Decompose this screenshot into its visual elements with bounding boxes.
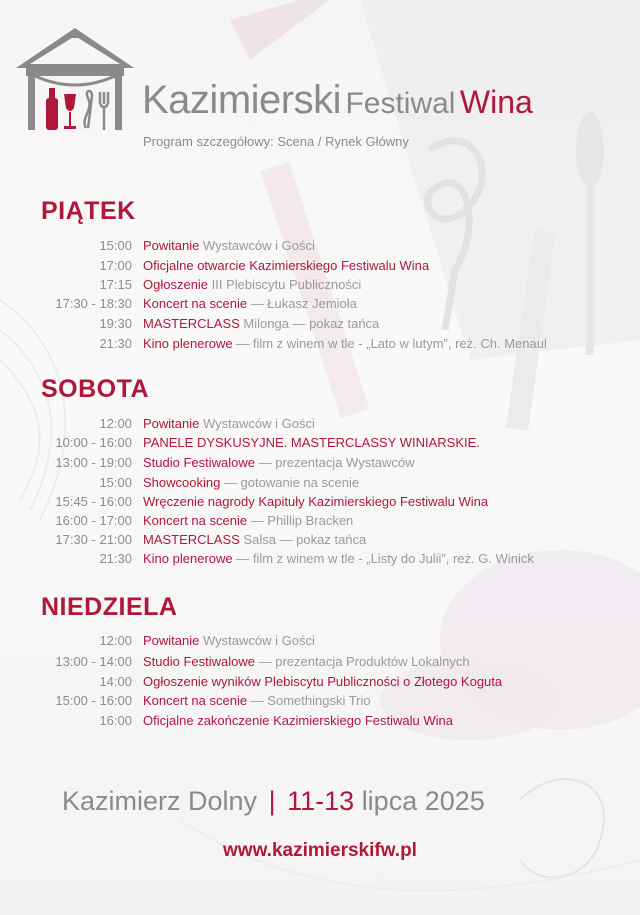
- event-time: 15:00: [99, 238, 132, 253]
- separator: |: [268, 786, 276, 816]
- event-highlight: MASTERCLASS: [143, 316, 240, 331]
- event-description: [143, 314, 379, 333]
- schedule-row: [0, 453, 640, 472]
- event-time: 21:30: [99, 551, 132, 566]
- schedule-row: [0, 549, 640, 568]
- event-highlight: Koncert na scenie: [143, 296, 248, 311]
- title-wina: Wina: [459, 84, 533, 120]
- event-highlight: Kino plenerowe: [143, 551, 233, 566]
- event-highlight: Oficjalne zakończenie Kazimierskiego Festiwalu Wina: [143, 713, 453, 728]
- schedule-row: [0, 711, 640, 730]
- event-description: [143, 433, 480, 452]
- event-description: [143, 453, 415, 472]
- event-time: 12:00: [99, 416, 132, 431]
- schedule-row: [0, 334, 640, 353]
- event-description: [143, 711, 453, 730]
- event-highlight: MASTERCLASS: [143, 532, 240, 547]
- event-time: 16:00 - 17:00: [55, 513, 132, 528]
- event-time: 17:15: [99, 277, 132, 292]
- event-detail: Wystawców i Gości: [199, 633, 315, 648]
- event-detail: — prezentacja Wystawców: [255, 455, 415, 470]
- day-heading-sunday: NIEDZIELA: [41, 593, 178, 621]
- event-time: 21:30: [99, 336, 132, 351]
- event-detail: — Phillip Bracken: [247, 513, 354, 528]
- festival-logo: [16, 28, 134, 132]
- event-description: [143, 652, 470, 671]
- event-detail: — film z winem w tle - „Lato w lutym”, reż. Ch. Menaul: [232, 336, 547, 351]
- event-time: 17:30 - 18:30: [55, 296, 132, 311]
- event-time: 13:00 - 19:00: [55, 455, 132, 470]
- day-heading-friday: PIĄTEK: [41, 197, 136, 225]
- schedule-row: [0, 631, 640, 650]
- event-detail: — prezentacja Produktów Lokalnych: [255, 654, 470, 669]
- event-description: [143, 334, 547, 353]
- location-dates: [62, 786, 582, 817]
- festival-dates: 11-13: [287, 786, 355, 816]
- event-detail: Milonga — pokaz tańca: [239, 316, 380, 331]
- event-highlight: Studio Festiwalowe: [143, 654, 255, 669]
- event-description: [143, 492, 488, 511]
- event-time: 17:00: [99, 258, 132, 273]
- schedule-row: [0, 294, 640, 313]
- schedule-row: [0, 473, 640, 492]
- event-highlight: Ogłoszenie wyników Plebiscytu Publiczności o Złotego Koguta: [143, 674, 503, 689]
- event-detail: — Somethingski Trio: [247, 693, 371, 708]
- event-highlight: Powitanie: [143, 238, 200, 253]
- event-time: 12:00: [99, 633, 132, 648]
- event-description: [143, 236, 315, 255]
- schedule-row: [0, 492, 640, 511]
- festival-month-year: lipca 2025: [361, 786, 485, 816]
- title-festiwal: Festiwal: [345, 87, 456, 120]
- day-heading-saturday: SOBOTA: [41, 375, 150, 403]
- event-time: 16:00: [99, 713, 132, 728]
- event-time: 15:00 - 16:00: [55, 693, 132, 708]
- event-description: [143, 691, 371, 710]
- event-description: [143, 530, 366, 549]
- event-highlight: Showcooking: [143, 475, 221, 490]
- schedule-row: [0, 691, 640, 710]
- event-description: [143, 631, 315, 650]
- schedule-row: [0, 236, 640, 255]
- event-time: 10:00 - 16:00: [55, 435, 132, 450]
- schedule-row: [0, 672, 640, 691]
- event-description: [143, 473, 359, 492]
- schedule-row: [0, 530, 640, 549]
- event-description: [143, 414, 315, 433]
- event-detail: Wystawców i Gości: [199, 238, 315, 253]
- event-highlight: Koncert na scenie: [143, 513, 248, 528]
- event-highlight: Studio Festiwalowe: [143, 455, 255, 470]
- event-description: [143, 549, 534, 568]
- event-detail: Wystawców i Gości: [199, 416, 315, 431]
- event-description: [143, 511, 353, 530]
- event-time: 15:00: [99, 475, 132, 490]
- event-description: [143, 275, 361, 294]
- schedule-row: [0, 314, 640, 333]
- program-subtitle: Program szczegółowy: Scena / Rynek Główny: [143, 134, 409, 149]
- event-time: 13:00 - 14:00: [55, 654, 132, 669]
- schedule-row: [0, 256, 640, 275]
- event-detail: Salsa — pokaz tańca: [239, 532, 367, 547]
- schedule-row: [0, 275, 640, 294]
- event-time: 14:00: [99, 674, 132, 689]
- event-highlight: Wręczenie nagrody Kapituły Kazimierskiego Festiwalu Wina: [143, 494, 489, 509]
- festival-title: [142, 78, 640, 128]
- event-time: 17:30 - 21:00: [55, 532, 132, 547]
- event-highlight: Oficjalne otwarcie Kazimierskiego Festiwalu Wina: [143, 258, 430, 273]
- event-highlight: Ogłoszenie: [143, 277, 209, 292]
- event-highlight: PANELE DYSKUSYJNE. MASTERCLASSY WINIARSKIE.: [143, 435, 480, 450]
- event-description: [143, 294, 357, 313]
- schedule-row: [0, 652, 640, 671]
- schedule-row: [0, 414, 640, 433]
- event-time: 15:45 - 16:00: [55, 494, 132, 509]
- event-highlight: Powitanie: [143, 416, 200, 431]
- event-time: 19:30: [99, 316, 132, 331]
- title-kazimierski: Kazimierski: [142, 78, 341, 122]
- event-detail: — gotowanie na scenie: [220, 475, 360, 490]
- event-highlight: Koncert na scenie: [143, 693, 248, 708]
- event-detail: — film z winem w tle - „Listy do Julii”, reż. G. Winick: [232, 551, 534, 566]
- event-highlight: Powitanie: [143, 633, 200, 648]
- website-link[interactable]: www.kazimierskifw.pl: [223, 840, 417, 861]
- schedule-row: [0, 433, 640, 452]
- event-description: [143, 672, 502, 691]
- schedule-row: [0, 511, 640, 530]
- event-detail: III Plebiscytu Publiczności: [208, 277, 362, 292]
- event-highlight: Kino plenerowe: [143, 336, 233, 351]
- event-detail: — Łukasz Jemioła: [247, 296, 357, 311]
- location-name: Kazimierz Dolny: [62, 786, 258, 816]
- event-description: [143, 256, 429, 275]
